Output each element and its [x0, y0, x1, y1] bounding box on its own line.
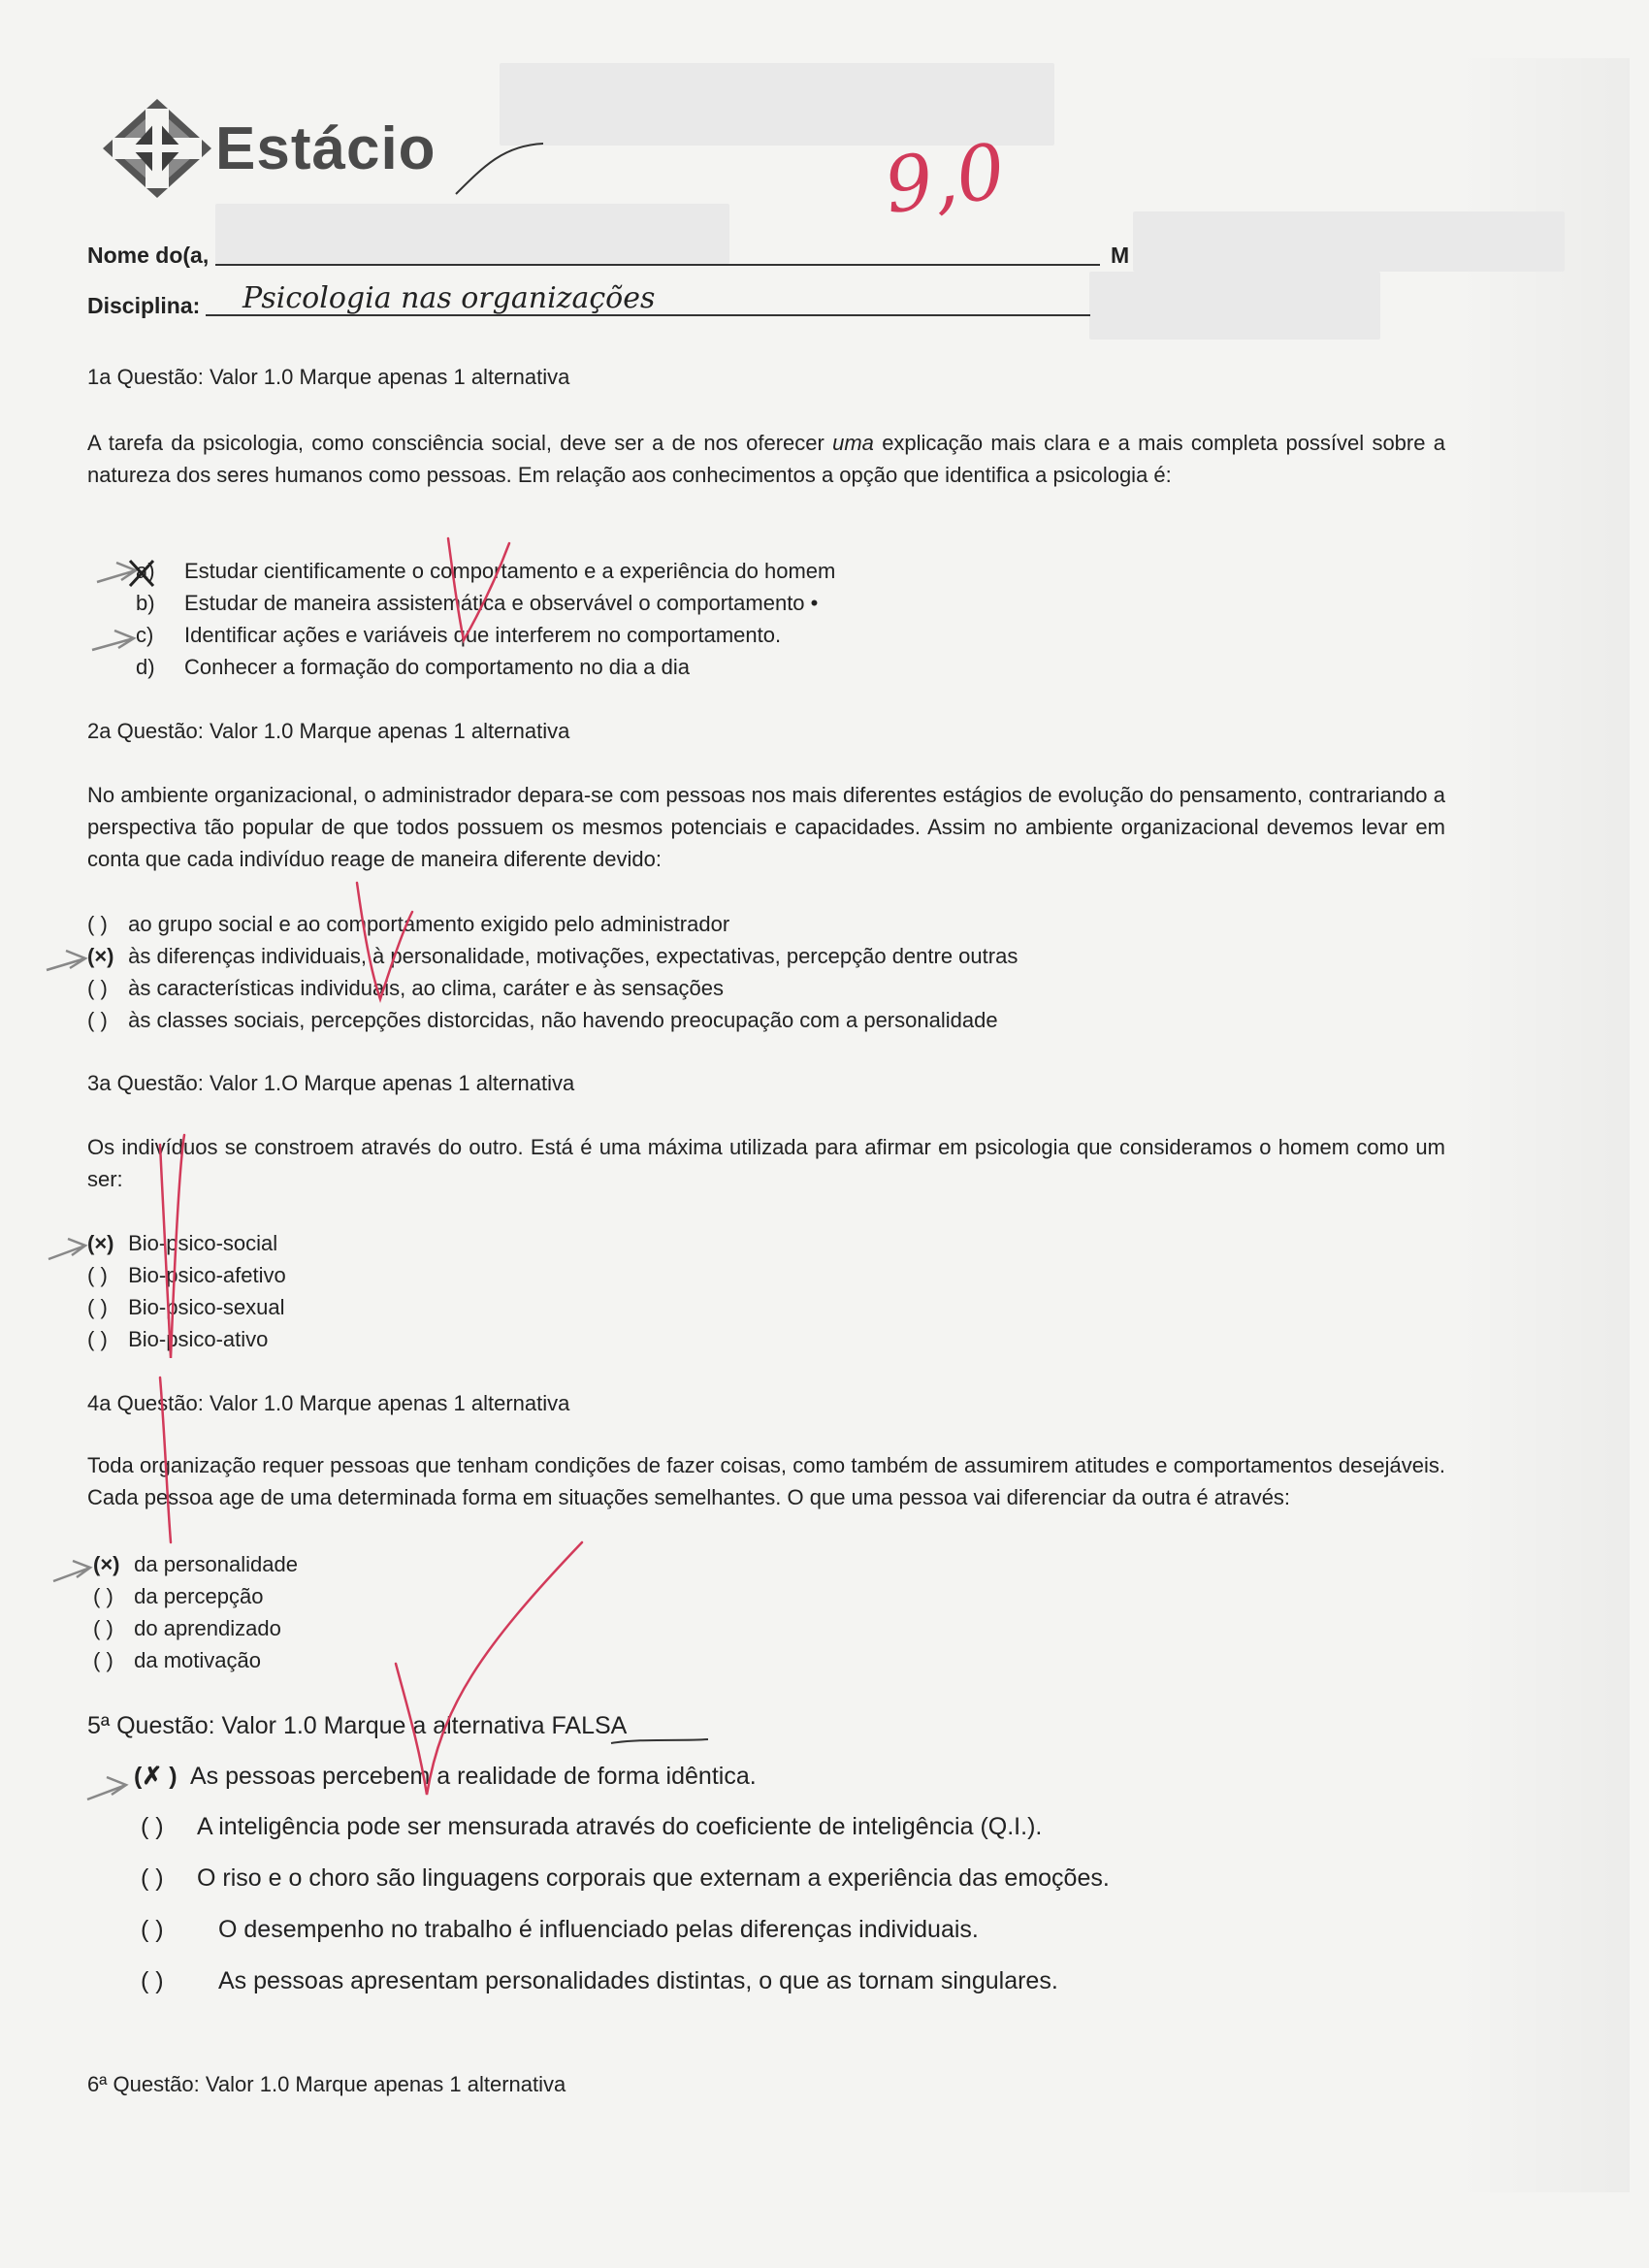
pen-stroke — [456, 144, 543, 194]
discipline-handwritten: Psicologia nas organizações — [242, 281, 656, 315]
question-4-option-1[interactable]: (×) da personalidade — [93, 1552, 298, 1576]
pencil-arrow-icon — [53, 1561, 90, 1581]
grade-mark: 9,0 — [879, 127, 1011, 232]
question-2-option-2[interactable]: (×) às diferenças individuais, à personalidade, motivações, expectativas, percepção dentre outras — [87, 944, 1018, 968]
question-4-option-3[interactable]: ( ) do aprendizado — [93, 1616, 281, 1640]
question-4-text: Toda organização requer pessoas que tenham condições de fazer coisas, como também de assumirem atitudes e comportamentos desejáveis. Cada pessoa age de uma determinada forma em situações semelhantes. O que uma pessoa vai diferenciar da outra é através: — [87, 1453, 1445, 1509]
brand-name: Estácio — [215, 115, 436, 182]
check-icon — [396, 1542, 582, 1795]
question-3-option-4[interactable]: ( ) Bio-psico-ativo — [87, 1327, 269, 1351]
question-3-option-3[interactable]: ( ) Bio-psico-sexual — [87, 1295, 285, 1319]
question-1-option-d[interactable]: d) Conhecer a formação do comportamento no dia a dia — [136, 655, 690, 679]
question-5-option-2[interactable]: ( ) A inteligência pode ser mensurada através do coeficiente de inteligência (Q.I.). — [141, 1813, 1043, 1840]
question-3-option-2[interactable]: ( ) Bio-psico-afetivo — [87, 1263, 286, 1287]
discipline-label: Disciplina: — [87, 293, 201, 318]
redaction-block — [1089, 272, 1380, 340]
question-2-option-4[interactable]: ( ) às classes sociais, percepções distorcidas, não havendo preocupação com a personalidade — [87, 1008, 998, 1032]
pencil-arrow-icon — [47, 951, 85, 970]
question-3-header: 3a Questão: Valor 1.O Marque apenas 1 alternativa — [87, 1071, 575, 1095]
estacio-diamond-logo-icon — [97, 95, 218, 202]
question-3-option-1[interactable]: (×) Bio-psico-social — [87, 1231, 278, 1255]
question-2-text: No ambiente organizacional, o administrador depara-se com pessoas nos mais diferentes estágios de evolução do pensamento, contrariando a perspectiva tão popular de que todos possuem os mesmos potenciais e capacidades. Assim no ambiente organizacional devemos levar em conta que cada indivíduo reage de maneira diferente devido: — [87, 783, 1445, 871]
bleed-through-shadow — [1455, 58, 1630, 2192]
name-label: Nome do(a, — [87, 243, 210, 268]
question-5-option-1[interactable]: (✗ ) As pessoas percebem a realidade de forma idêntica. — [134, 1763, 757, 1790]
question-6-header: 6ª Questão: Valor 1.0 Marque apenas 1 alternativa — [87, 2072, 566, 2096]
question-2-option-1[interactable]: ( ) ao grupo social e ao comportamento exigido pelo administrador — [87, 912, 730, 936]
question-5-option-4[interactable]: ( ) O desempenho no trabalho é influenciado pelas diferenças individuais. — [141, 1916, 979, 1943]
question-5-option-5[interactable]: ( ) As pessoas apresentam personalidades distintas, o que as tornam singulares. — [141, 1967, 1058, 1994]
pencil-arrow-icon — [97, 563, 136, 582]
question-4-header: 4a Questão: Valor 1.0 Marque apenas 1 alternativa — [87, 1391, 570, 1415]
name-line[interactable] — [215, 264, 1100, 266]
pencil-arrow-icon — [87, 1777, 126, 1799]
question-1-option-b[interactable]: b) Estudar de maneira assistemática e observável o comportamento • — [136, 591, 819, 615]
question-5-header: 5ª Questão: Valor 1.0 Marque a alternativa FALSA — [87, 1712, 628, 1739]
pencil-arrow-icon — [48, 1239, 85, 1259]
question-2-header: 2a Questão: Valor 1.0 Marque apenas 1 alternativa — [87, 719, 570, 743]
redaction-block — [215, 204, 729, 264]
pencil-arrow-icon — [92, 631, 134, 650]
question-1-text: A tarefa da psicologia, como consciência social, deve ser a de nos oferecer uma explicação mais clara e a mais completa possível sobre a natureza dos seres humanos como pessoas. Em relação aos conhecimentos a opção que identifica a psicologia é: — [87, 431, 1446, 487]
question-1-option-a[interactable]: a) Estudar cientificamente o comportamento e a experiência do homem — [136, 559, 836, 583]
question-4-option-4[interactable]: ( ) da motivação — [93, 1648, 261, 1672]
question-3-text: Os indivíduos se constroem através do outro. Está é uma máxima utilizada para afirmar em psicologia que consideramos o homem como um ser: — [87, 1135, 1445, 1191]
redaction-block — [1133, 211, 1565, 272]
question-5-option-3[interactable]: ( ) O riso e o choro são linguagens corporais que externam a experiência das emoções. — [141, 1864, 1110, 1892]
question-1-option-c[interactable]: c) Identificar ações e variáveis que interferem no comportamento. — [136, 623, 782, 647]
question-4-option-2[interactable]: ( ) da percepção — [93, 1584, 264, 1608]
question-1-header: 1a Questão: Valor 1.0 Marque apenas 1 alternativa — [87, 365, 570, 389]
question-2-option-3[interactable]: ( ) às características individuais, ao clima, caráter e às sensações — [87, 976, 724, 1000]
matricula-label: M — [1111, 243, 1130, 268]
